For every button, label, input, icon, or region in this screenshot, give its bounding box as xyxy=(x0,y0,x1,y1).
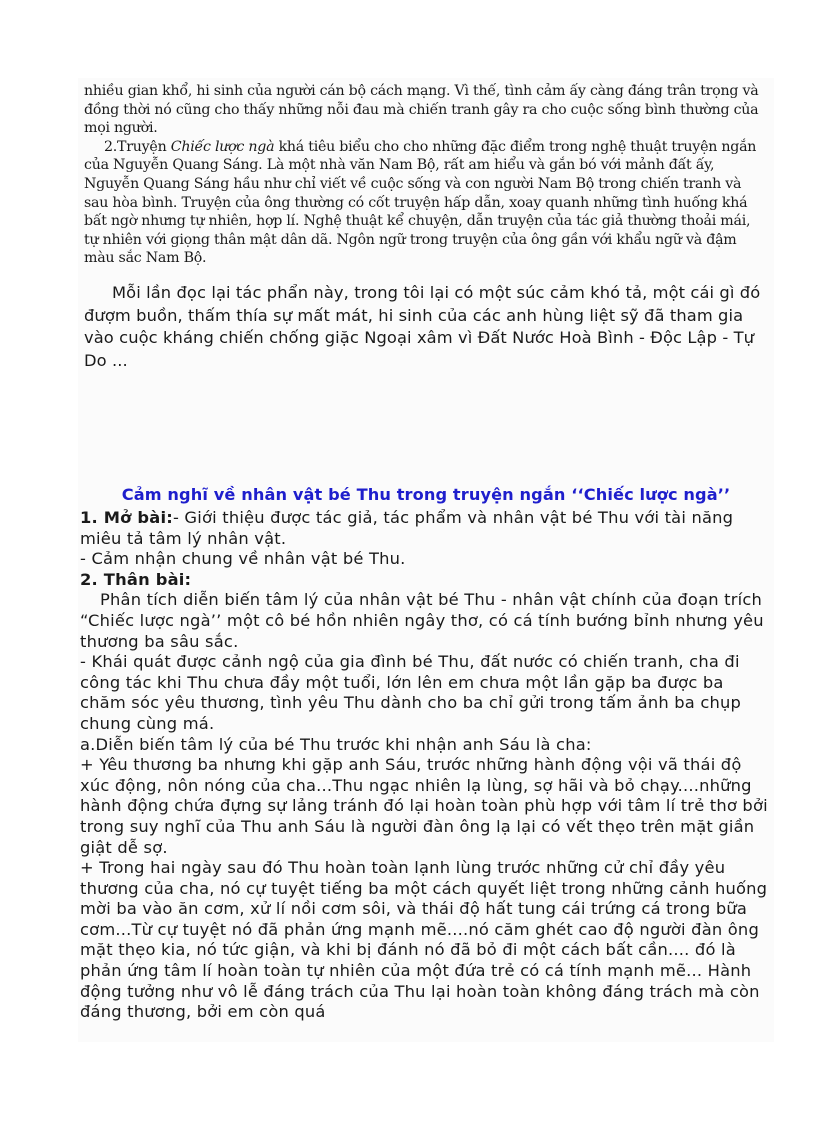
than-bai-paragraph-5: + Trong hai ngày sau đó Thu hoàn toàn lạnh lùng trước những cử chỉ đầy yêu thương của cha, nó cự tuyệt tiếng ba một cách quyết liệt trong những cảnh huống mời ba vào ăn cơm, xử lí nồi cơm sôi, và thái độ hất tung cái trứng cá trong bữa cơm...Từ cự tuyệt nó đã phản ứng mạnh mẽ....nó căm ghét cao độ người đàn ông mặt thẹo kia, nó tức giận, và khi bị đánh nó đã bỏ đi một cách bất cần.... đó là phản ứng tâm lí hoàn toàn tự nhiên của một đứa trẻ có cá tính mạnh mẽ... Hành động tưởng như vô lễ đáng trách của Thu lại hoàn toàn không đáng trách mà còn đáng thương, bởi em còn quá xyxy=(80,858,768,1022)
essay-title: Cảm nghĩ về nhân vật bé Thu trong truyện ngắn ‘‘Chiếc lược ngà’’ xyxy=(121,485,731,504)
intro-p2-prefix: 2.Truyện xyxy=(104,138,171,155)
essay-body xyxy=(80,508,770,1023)
mo-bai-text: - Giới thiệu được tác giả, tác phẩm và nhân vật bé Thu với tài năng miêu tả tâm lý nhân vật. xyxy=(80,508,734,548)
mo-bai-line-2: - Cảm nhận chung về nhân vật bé Thu. xyxy=(80,549,406,569)
intro-sans-block xyxy=(84,282,770,372)
intro-paragraph-2 xyxy=(84,138,768,268)
than-bai-label: 2. Thân bài: xyxy=(80,569,192,589)
story-title-italic: Chiếc lược ngà xyxy=(170,138,275,155)
than-bai-paragraph-3: a.Diễn biến tâm lý của bé Thu trước khi nhận anh Sáu là cha: xyxy=(80,734,592,754)
intro-serif-block xyxy=(84,82,768,268)
intro-p2-rest: khá tiêu biểu cho cho những đặc điểm trong nghệ thuật truyện ngắn của Nguyễn Quang Sáng. Là một nhà văn Nam Bộ, rất am hiểu và gắn bó với mảnh đất ấy, Nguyễn Quang Sáng hầu như chỉ viết về cuộc sống và con người Nam Bộ trong chiến tranh và sau hòa bình. Truyện của ông thường có cốt truyện hấp dẫn, xoay quanh những tình huống khá bất ngờ nhưng tự nhiên, hợp lí. Nghệ thuật kể chuyện, dẫn truyện của tác giả thường thoải mái, tự nhiên với giọng thân mật dân dã. Ngôn ngữ trong truyện của ông gần với khẩu ngữ và đậm màu sắc Nam Bộ. xyxy=(84,138,757,267)
mo-bai-label: 1. Mở bài: xyxy=(80,508,173,527)
than-bai-paragraph-4: + Yêu thương ba nhưng khi gặp anh Sáu, trước những hành động vội vã thái độ xúc động, nôn nóng của cha...Thu ngạc nhiên lạ lùng, sợ hãi và bỏ chạy....những hành động chứa đựng sự lảng tránh đó lại hoàn toàn phù hợp với tâm lí trẻ thơ bởi trong suy nghĩ của Thu anh Sáu là người đàn ông lạ lại có vết thẹo trên mặt giần giật dễ sợ. xyxy=(80,755,768,857)
intro-paragraph-3: Mỗi lần đọc lại tác phẩn này, trong tôi lại có một súc cảm khó tả, một cái gì đó đượm buồn, thấm thía sự mất mát, hi sinh của các anh hùng liệt sỹ đã tham gia vào cuộc kháng chiến chống giặc Ngoại xâm vì Đất Nước Hoà Bình - Độc Lập - Tự Do ... xyxy=(84,283,761,370)
than-bai-paragraph-1: Phân tích diễn biến tâm lý của nhân vật bé Thu - nhân vật chính của đoạn trích “Chiếc lược ngà’’ một cô bé hồn nhiên ngây thơ, có cá tính bướng bỉnh nhưng yêu thương ba sâu sắc. xyxy=(80,590,764,651)
intro-paragraph-1: nhiều gian khổ, hi sinh của người cán bộ cách mạng. Vì thế, tình cảm ấy càng đáng trân trọng và đồng thời nó cũng cho thấy những nỗi đau mà chiến tranh gây ra cho cuộc sống bình thường của mọi người. xyxy=(84,83,759,137)
than-bai-paragraph-2: - Khái quát được cảnh ngộ của gia đình bé Thu, đất nước có chiến tranh, cha đi công tác khi Thu chưa đầy một tuổi, lớn lên em chưa một lần gặp ba được ba chăm sóc yêu thương, tình yêu Thu dành cho ba chỉ gửi trong tấm ảnh ba chụp chung cùng má. xyxy=(80,652,742,733)
mo-bai-line xyxy=(80,508,770,549)
